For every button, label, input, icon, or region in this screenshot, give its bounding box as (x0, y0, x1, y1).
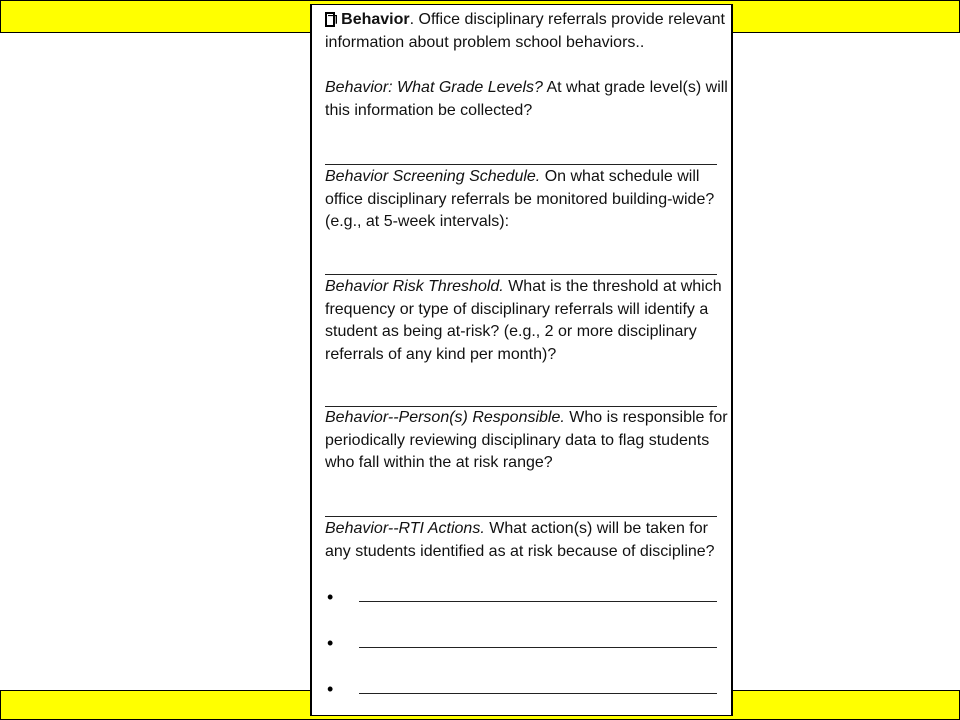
screening-schedule-section (325, 166, 725, 234)
bullet-icon: • (327, 587, 334, 607)
screening-schedule-line3: (e.g., at 5-week intervals): (325, 213, 510, 230)
screening-schedule-question: On what schedule will (540, 168, 700, 185)
rti-action-item (325, 632, 725, 654)
risk-threshold-line4: referrals of any kind per month)? (325, 345, 557, 363)
rti-actions-label: Behavior--RTI Actions. (325, 520, 485, 537)
behavior-heading-line (325, 9, 725, 32)
behavior-title: Behavior (341, 11, 410, 28)
grade-levels-question: At what grade level(s) will (542, 79, 728, 96)
screening-schedule-answer-line[interactable] (325, 274, 717, 275)
risk-threshold-label: Behavior Risk Threshold. (325, 278, 504, 295)
behavior-form-page (310, 4, 733, 716)
risk-threshold-question: What is the threshold at which (503, 278, 722, 295)
risk-threshold-section (325, 276, 725, 366)
grade-levels-section (325, 77, 728, 122)
person-responsible-line2: periodically reviewing disciplinary data to flag students (325, 431, 710, 449)
risk-threshold-line2: frequency or type of disciplinary referrals will identify a (325, 300, 709, 318)
bullet-icon: • (327, 633, 334, 653)
rti-action-answer-line[interactable] (359, 601, 717, 602)
checkbox-icon[interactable] (325, 12, 335, 27)
behavior-intro-text: . Office disciplinary referrals provide relevant (409, 11, 725, 28)
screening-schedule-label: Behavior Screening Schedule. (325, 168, 541, 185)
grade-levels-line2: this information be collected? (325, 101, 533, 119)
grade-levels-label: Behavior: What Grade Levels? (325, 79, 543, 96)
rti-actions-line2: any students identified as at risk because of discipline? (325, 542, 715, 560)
person-responsible-question: Who is responsible for (564, 409, 728, 426)
screening-schedule-line2: office disciplinary referrals be monitored building-wide? (325, 190, 715, 208)
person-responsible-section (325, 407, 728, 475)
rti-action-item (325, 678, 725, 700)
bullet-icon: • (327, 679, 334, 699)
rti-action-item (325, 586, 725, 608)
rti-action-answer-line[interactable] (359, 693, 717, 694)
person-responsible-label: Behavior--Person(s) Responsible. (325, 409, 565, 426)
rti-actions-section (325, 518, 725, 563)
person-responsible-answer-line[interactable] (325, 516, 717, 517)
risk-threshold-line3: student as being at-risk? (e.g., 2 or more disciplinary (325, 323, 697, 340)
behavior-intro-line2: information about problem school behaviors.. (325, 33, 645, 51)
rti-action-answer-line[interactable] (359, 647, 717, 648)
behavior-intro-section (325, 9, 725, 54)
rti-actions-question: What action(s) will be taken for (484, 520, 708, 537)
person-responsible-line3: who fall within the at risk range? (325, 454, 553, 471)
grade-levels-answer-line[interactable] (325, 164, 717, 165)
